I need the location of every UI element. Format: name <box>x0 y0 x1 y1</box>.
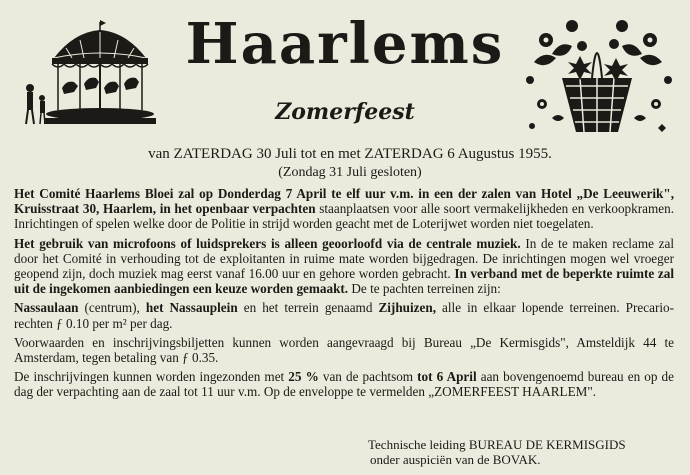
date-start: ZATERDAG 30 Juli <box>173 146 297 162</box>
headline-title: Haarlems <box>185 11 505 77</box>
terrain-nassauplein: het Nassauplein <box>145 300 238 316</box>
paragraph-submissions <box>14 369 674 399</box>
closed-note: (Zondag 31 Juli gesloten) <box>278 165 422 180</box>
submission-percentage: 25 % <box>288 369 319 385</box>
paragraph-music-tail: De te pachten terreinen zijn: <box>348 281 501 297</box>
carousel-illustration <box>14 18 160 130</box>
terrain-zijhuizen: Zijhuizen, <box>378 300 436 316</box>
paragraph-auction-rest: staanplaatsen voor alle soort vermakelijkheden en verkoopkramen. Inrichtingen of spelen welke door de Politie in strijd worden geacht met de Loterijwet worden niet toegelaten. <box>14 201 674 232</box>
submission-deadline: tot 6 April <box>417 369 477 385</box>
paragraph-auction <box>14 186 674 232</box>
paragraph-music <box>14 236 674 297</box>
paragraph-auction-bold: Het Comité Haarlems Bloei zal op Donderdag 7 April te elf uur v.m. in een der zalen van Hotel „De Leeuwerik", Kruisstraat 30, Haarlem, in het openbaar verpachten <box>14 186 674 217</box>
signature-line-2: onder auspiciën van de BOVAK. <box>370 452 541 467</box>
terrain-text-b: en het terrein genaamd <box>237 300 379 316</box>
date-range <box>60 146 640 163</box>
submission-text-a: De inschrijvingen kunnen worden ingezonden met <box>14 369 289 385</box>
terrain-text-c: alle in elkaar lopende terreinen. Precario-rechten ƒ 0.10 per m² per dag. <box>14 300 674 331</box>
date-end: ZATERDAG 6 Augustus 1955. <box>364 146 552 162</box>
signature-line-1: Technische leiding BUREAU DE KERMISGIDS <box>368 437 626 452</box>
submission-text-b: van de pachtsom <box>318 369 418 385</box>
submission-text-c: aan bovengenoemd bureau en op de dag der verpachting aan de zaal tot 11 uur v.m. Op de enveloppe te vermelden „ZOMERFEEST HAARLEM". <box>14 369 674 400</box>
headline-subtitle: Zomerfeest <box>275 99 415 125</box>
paragraph-conditions: Voorwaarden en inschrijvingsbiljetten kunnen worden aangevraagd bij Bureau „De Kermisgids", Amsteldijk 44 te Amsterdam, tegen betaling van ƒ 0.35. <box>14 334 674 366</box>
paragraph-music-bold-2: In verband met de beperkte ruimte zal uit de ingekomen aanbiedingen een keuze worden gemaakt. <box>14 266 674 297</box>
dates-prefix: van <box>148 146 170 162</box>
signature-block <box>368 437 678 467</box>
paragraph-terrains <box>14 300 674 330</box>
terrain-nassaulaan: Nassaulaan <box>14 300 79 316</box>
paragraph-music-rest: In de te maken reclame zal door het Comité in verhouding tot de exploitanten in ruime mate worden bijgedragen. De inrichtingen mogen wel vroeger geopend zijn, doch muziek mag eerst vanaf 16.00 uur en gehore worden gebracht. <box>14 235 674 282</box>
terrain-text-a: (centrum), <box>78 300 146 316</box>
flower-basket-illustration <box>522 14 676 138</box>
announcement-body <box>14 186 674 404</box>
dates-middle: tot en met <box>300 146 361 162</box>
paragraph-music-bold: Het gebruik van microfoons of luidsprekers is alleen geoorloofd via de centrale muziek. <box>14 235 521 251</box>
